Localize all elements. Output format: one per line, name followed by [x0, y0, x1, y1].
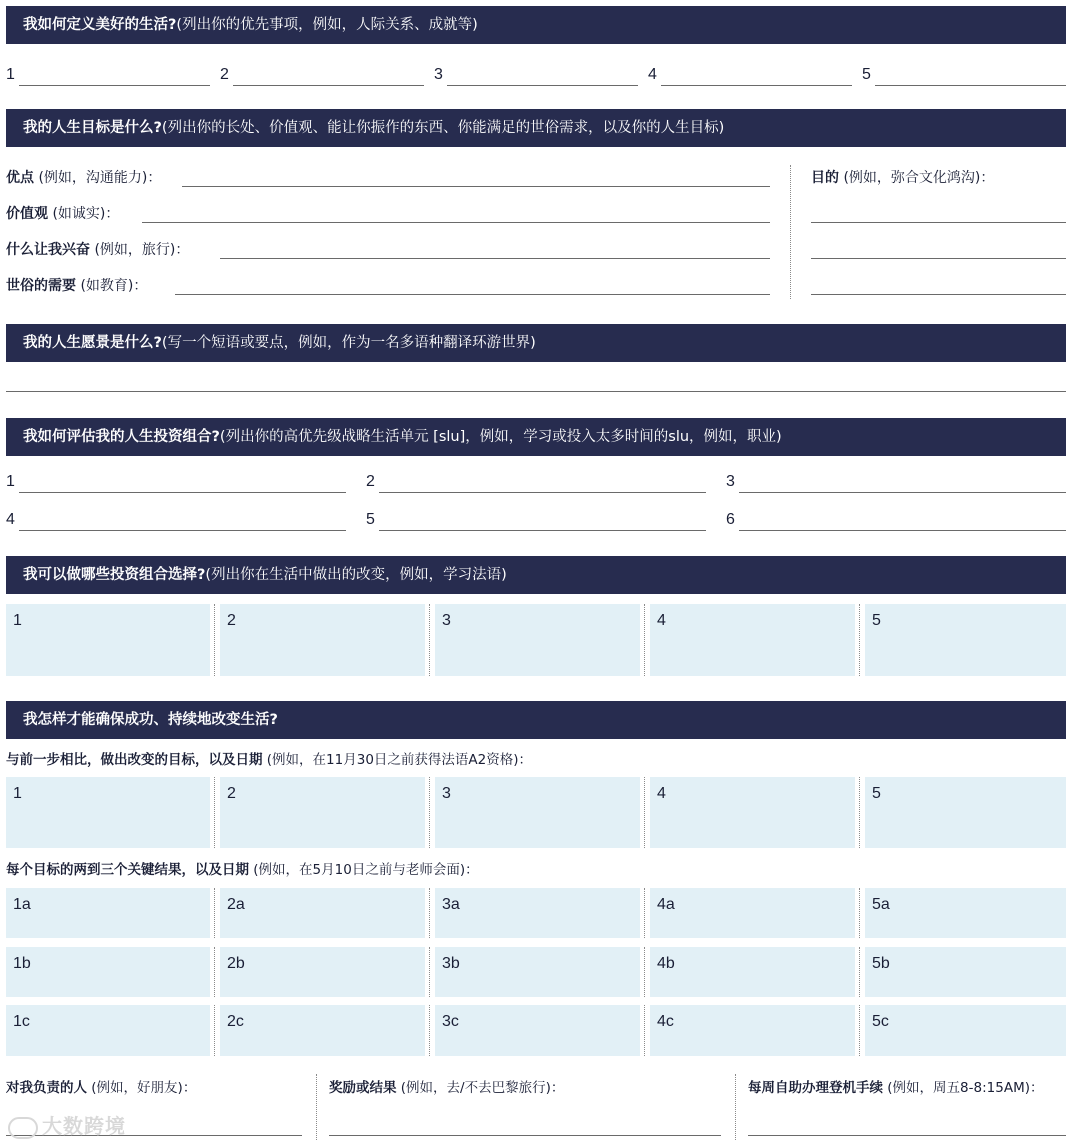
choice-cell-1[interactable]	[6, 604, 210, 676]
cell-number: 2b	[227, 955, 245, 972]
reward-line[interactable]	[329, 1135, 721, 1136]
line-number: 2	[220, 66, 229, 83]
cell-number: 5	[872, 612, 881, 629]
strengths-field[interactable]	[6, 167, 770, 189]
section-title: 我怎样才能确保成功、持续地改变生活?	[23, 712, 278, 728]
kr-cell-5c[interactable]	[865, 1005, 1066, 1056]
cell-number: 1b	[13, 955, 31, 972]
footer-divider-2	[735, 1074, 736, 1140]
field-note: (例如，好朋友)：	[87, 1080, 197, 1096]
column-divider	[790, 165, 791, 299]
section-header-sustain-change	[6, 701, 1066, 739]
excitement-field[interactable]	[6, 239, 770, 261]
goals-grid	[6, 777, 1066, 848]
cell-number: 5a	[872, 896, 890, 913]
subsection-title: 与前一步相比，做出改变的目标，以及日期	[6, 752, 263, 768]
priority-line-5[interactable]	[862, 64, 1066, 86]
cell-number: 2	[227, 785, 236, 802]
kr-cell-1b[interactable]	[6, 947, 210, 997]
cell-number: 2a	[227, 896, 245, 913]
field-label: 目的	[811, 170, 839, 186]
reward-label	[329, 1076, 564, 1096]
section-title: 我的人生愿景是什么?	[23, 335, 162, 351]
field-note: (例如，旅行)：	[90, 242, 190, 258]
field-label: 每周自助办理登机手续	[748, 1080, 883, 1096]
section-header-life-goals	[6, 109, 1066, 147]
kr-cell-2a[interactable]	[220, 888, 425, 938]
kr-cell-5b[interactable]	[865, 947, 1066, 997]
subsection-note: (例如，在11月30日之前获得法语A2资格)：	[262, 752, 533, 768]
slu-line-2[interactable]	[366, 471, 706, 493]
cell-number: 5c	[872, 1013, 889, 1030]
line-number: 3	[726, 473, 735, 490]
choices-grid	[6, 604, 1066, 676]
footer-divider-1	[316, 1074, 317, 1140]
goal-cell-3[interactable]	[435, 777, 640, 848]
field-note: (例如，弥合文化鸿沟)：	[839, 170, 995, 186]
cell-number: 3b	[442, 955, 460, 972]
watermark-logo-icon	[8, 1117, 38, 1139]
key-results-row-b	[6, 947, 1066, 997]
line-number: 2	[366, 473, 375, 490]
cell-number: 2c	[227, 1013, 244, 1030]
cell-number: 4	[657, 785, 666, 802]
priority-line-2[interactable]	[220, 64, 424, 86]
purpose-label	[811, 167, 1067, 189]
cell-number: 3a	[442, 896, 460, 913]
kr-cell-3c[interactable]	[435, 1005, 640, 1056]
section-title: 我可以做哪些投资组合选择?	[23, 567, 206, 583]
section-header-good-life	[6, 6, 1066, 44]
field-note: (例如，去/不去巴黎旅行)：	[396, 1080, 565, 1096]
choice-cell-2[interactable]	[220, 604, 425, 676]
accountability-label	[6, 1076, 196, 1096]
worldly-needs-field[interactable]	[6, 275, 770, 297]
key-results-row-a	[6, 888, 1066, 938]
slu-line-6[interactable]	[726, 509, 1066, 531]
purpose-line-1[interactable]	[811, 222, 1066, 223]
cell-number: 1	[13, 785, 22, 802]
section-header-portfolio-assessment	[6, 418, 1066, 456]
field-note: (例如，周五8-8:15AM)：	[883, 1080, 1044, 1096]
section-note: (列出你的长处、价值观、能让你振作的东西、你能满足的世俗需求，以及你的人生目标)	[161, 120, 725, 136]
section-header-life-vision	[6, 324, 1066, 362]
cell-number: 3c	[442, 1013, 459, 1030]
cell-number: 5b	[872, 955, 890, 972]
section-title: 我如何评估我的人生投资组合?	[23, 429, 220, 445]
cell-number: 4c	[657, 1013, 674, 1030]
cell-number: 3	[442, 785, 451, 802]
kr-cell-4b[interactable]	[650, 947, 855, 997]
watermark	[8, 1110, 126, 1139]
kr-cell-5a[interactable]	[865, 888, 1066, 938]
field-note: (例如，沟通能力)：	[34, 170, 162, 186]
cell-number: 4b	[657, 955, 675, 972]
slu-line-5[interactable]	[366, 509, 706, 531]
section-note: (写一个短语或要点，例如，作为一名多语种翻译环游世界)	[161, 335, 536, 351]
priority-line-1[interactable]	[6, 64, 210, 86]
line-number: 5	[366, 511, 375, 528]
values-field[interactable]	[6, 203, 770, 225]
kr-cell-4c[interactable]	[650, 1005, 855, 1056]
goal-cell-2[interactable]	[220, 777, 425, 848]
key-results-row-c	[6, 1005, 1066, 1056]
line-number: 4	[6, 511, 15, 528]
goal-cell-4[interactable]	[650, 777, 855, 848]
cell-number: 5	[872, 785, 881, 802]
field-label: 优点	[6, 170, 34, 186]
line-number: 1	[6, 473, 15, 490]
section-note: (列出你在生活中做出的改变，例如，学习法语)	[205, 567, 507, 583]
slu-line-1[interactable]	[6, 471, 346, 493]
line-number: 6	[726, 511, 735, 528]
choice-cell-4[interactable]	[650, 604, 855, 676]
cell-number: 1	[13, 612, 22, 629]
goal-cell-1[interactable]	[6, 777, 210, 848]
section-note: (列出你的优先事项，例如，人际关系、成就等)	[176, 17, 478, 33]
cell-number: 2	[227, 612, 236, 629]
kr-cell-1a[interactable]	[6, 888, 210, 938]
cell-number: 3	[442, 612, 451, 629]
section-note: (列出你的高优先级战略生活单元 [slu]，例如，学习或投入太多时间的slu，例如，职业)	[219, 429, 782, 445]
kr-cell-4a[interactable]	[650, 888, 855, 938]
goals-label	[6, 748, 532, 768]
kr-cell-3b[interactable]	[435, 947, 640, 997]
kr-cell-2c[interactable]	[220, 1005, 425, 1056]
weekly-checkin-line[interactable]	[748, 1135, 1066, 1136]
weekly-checkin-label	[748, 1076, 1043, 1096]
line-number: 5	[862, 66, 871, 83]
priority-line-4[interactable]	[648, 64, 852, 86]
cell-number: 1a	[13, 896, 31, 913]
section-title: 我如何定义美好的生活?	[23, 17, 177, 33]
section-header-portfolio-choices	[6, 556, 1066, 594]
watermark-text: 大数跨境	[42, 1114, 126, 1138]
purpose-line-2[interactable]	[811, 258, 1066, 259]
priority-line-3[interactable]	[434, 64, 638, 86]
kr-cell-2b[interactable]	[220, 947, 425, 997]
field-note: (如诚实)：	[48, 206, 120, 222]
kr-cell-3a[interactable]	[435, 888, 640, 938]
cell-number: 4a	[657, 896, 675, 913]
field-label: 价值观	[6, 206, 48, 222]
field-label: 什么让我兴奋	[6, 242, 90, 258]
choice-cell-3[interactable]	[435, 604, 640, 676]
cell-number: 1c	[13, 1013, 30, 1030]
vision-line[interactable]	[6, 391, 1066, 392]
slu-line-3[interactable]	[726, 471, 1066, 493]
line-number: 3	[434, 66, 443, 83]
field-label: 世俗的需要	[6, 278, 76, 294]
section-title: 我的人生目标是什么?	[23, 120, 162, 136]
subsection-title: 每个目标的两到三个关键结果，以及日期	[6, 862, 249, 878]
purpose-line-3[interactable]	[811, 294, 1066, 295]
key-results-label	[6, 858, 479, 878]
field-label: 奖励或结果	[329, 1080, 397, 1096]
cell-number: 4	[657, 612, 666, 629]
line-number: 1	[6, 66, 15, 83]
line-number: 4	[648, 66, 657, 83]
field-note: (如教育)：	[76, 278, 148, 294]
subsection-note: (例如，在5月10日之前与老师会面)：	[249, 862, 479, 878]
field-label: 对我负责的人	[6, 1080, 87, 1096]
goal-cell-5[interactable]	[865, 777, 1066, 848]
kr-cell-1c[interactable]	[6, 1005, 210, 1056]
slu-line-4[interactable]	[6, 509, 346, 531]
choice-cell-5[interactable]	[865, 604, 1066, 676]
